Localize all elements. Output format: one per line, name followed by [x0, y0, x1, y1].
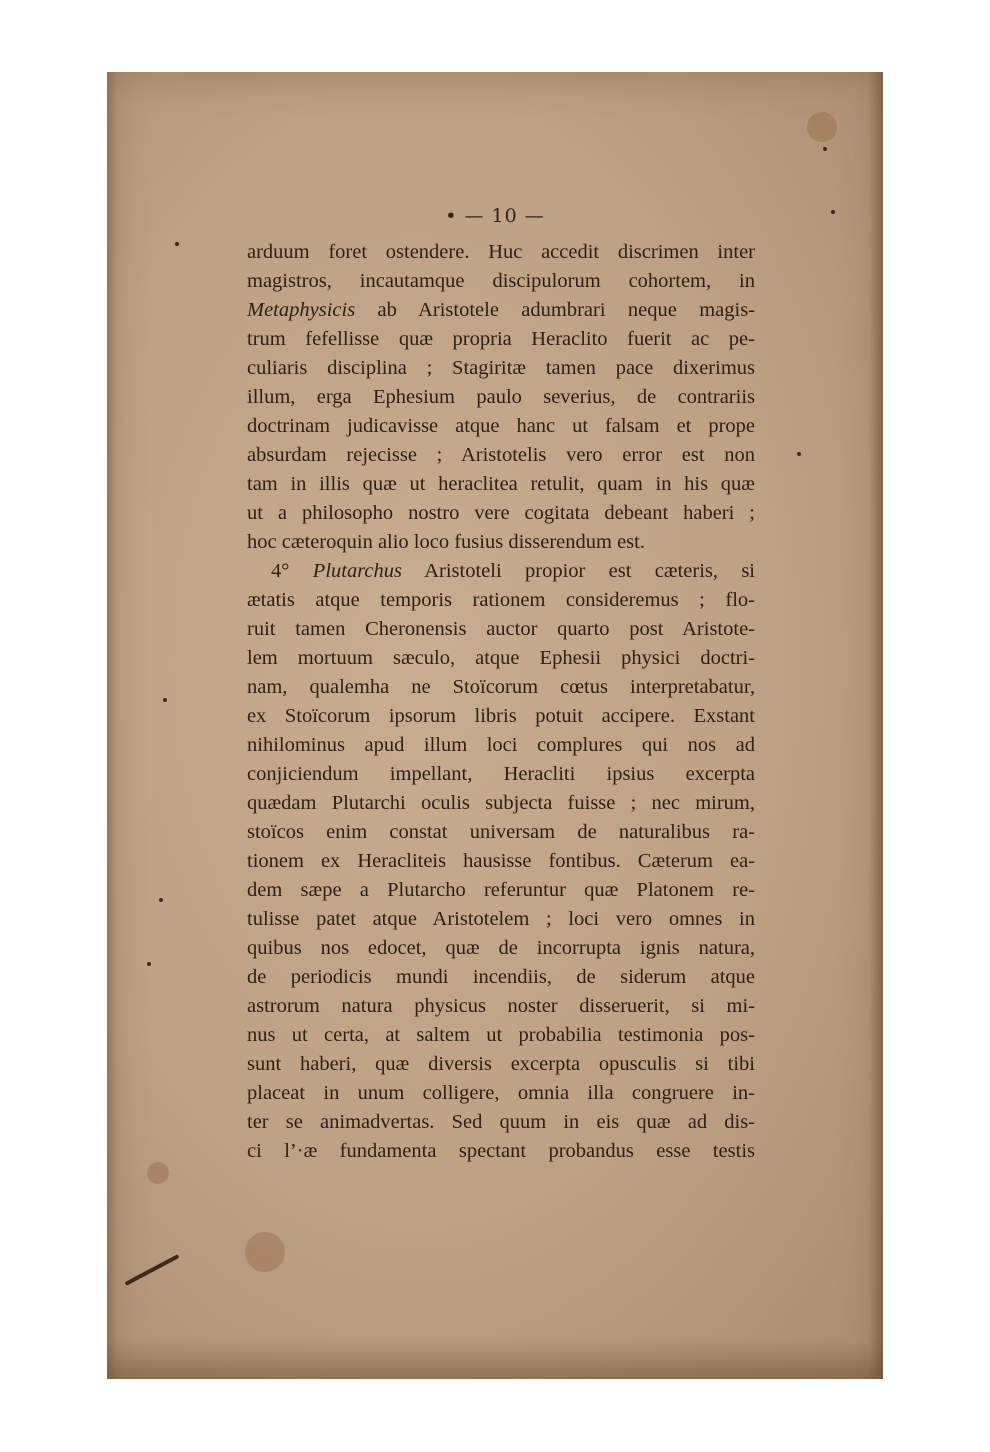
line-text: lem mortuum sæculo, atque Ephesii physici doctri-: [247, 647, 755, 669]
page-edge-shadow-left: [107, 72, 117, 1379]
line-text: sunt haberi, quæ diversis excerpta opusculis si tibi: [247, 1053, 755, 1075]
line-text: ci l’·æ fundamenta spectant probandus esse testis: [247, 1140, 755, 1162]
text-line: [247, 1079, 755, 1108]
text-line: [247, 325, 755, 354]
section-number: 4°: [271, 560, 313, 582]
line-text: ruit tamen Cheronensis auctor quarto post Aristote-: [247, 618, 755, 640]
text-line: [247, 702, 755, 731]
text-line: [247, 876, 755, 905]
line-text: nam, qualemha ne Stoïcorum cœtus interpretabatur,: [247, 676, 755, 698]
text-line: [247, 296, 755, 325]
paper-speck: [797, 452, 801, 456]
paper-speck: [823, 147, 827, 151]
line-text: ut a philosopho nostro vere cogitata debeant haberi ;: [247, 502, 755, 524]
line-text: ab Aristotele adumbrari neque magis-: [355, 299, 755, 321]
text-line: [247, 789, 755, 818]
line-text: ex Stoïcorum ipsorum libris potuit accipere. Exstant: [247, 705, 755, 727]
body-text: [247, 238, 755, 1166]
text-line: [247, 731, 755, 760]
line-text: ætatis atque temporis rationem consideremus ; flo-: [247, 589, 755, 611]
text-line: [247, 354, 755, 383]
text-line: [247, 267, 755, 296]
line-text: stoïcos enim constat universam de naturalibus ra-: [247, 821, 755, 843]
text-line: [247, 1108, 755, 1137]
text-line: [247, 1021, 755, 1050]
text-line: [247, 528, 755, 557]
text-line: [247, 818, 755, 847]
paper-speck: [163, 698, 167, 702]
line-text: quibus nos edocet, quæ de incorrupta ignis natura,: [247, 937, 755, 959]
line-text: Aristoteli propior est cæteris, si: [402, 560, 755, 582]
page-number: • — 10 —: [445, 205, 545, 227]
line-text: tam in illis quæ ut heraclitea retulit, quam in his quæ: [247, 473, 755, 495]
text-line: [247, 847, 755, 876]
line-text: tulisse patet atque Aristotelem ; loci vero omnes in: [247, 908, 755, 930]
italic-title: Plutarchus: [312, 560, 403, 582]
line-text: de periodicis mundi incendiis, de siderum atque: [247, 966, 755, 988]
line-text: ter se animadvertas. Sed quum in eis quæ ad dis-: [247, 1111, 755, 1133]
paper-speck: [175, 242, 179, 246]
text-line: [247, 557, 755, 586]
line-text: culiaris disciplina ; Stagiritæ tamen pace dixerimus: [247, 357, 755, 379]
text-line: [247, 644, 755, 673]
line-text: illum, erga Ephesium paulo severius, de contrariis: [247, 386, 755, 408]
text-line: [247, 905, 755, 934]
paper-stain: [807, 112, 837, 142]
line-text: conjiciendum impellant, Heracliti ipsius excerpta: [247, 763, 755, 785]
paper-stain: [147, 1162, 169, 1184]
text-line: [247, 1137, 755, 1166]
text-line: [247, 412, 755, 441]
line-text: magistros, incautamque discipulorum cohortem, in: [247, 270, 755, 292]
line-text: dem sæpe a Plutarcho referuntur quæ Platonem re-: [247, 879, 755, 901]
text-line: [247, 383, 755, 412]
text-line: [247, 586, 755, 615]
paper-speck: [147, 962, 151, 966]
text-line: [247, 963, 755, 992]
text-line: [247, 673, 755, 702]
text-line: [247, 441, 755, 470]
text-line: [247, 499, 755, 528]
line-text: tionem ex Heracliteis hausisse fontibus. Cæterum ea-: [247, 850, 755, 872]
italic-title: Metaphysicis: [247, 299, 356, 321]
line-text: nihilominus apud illum loci complures qui nos ad: [247, 734, 755, 756]
page-edge-shadow-bottom: [107, 1339, 883, 1379]
text-line: [247, 615, 755, 644]
line-text: nus ut certa, at saltem ut probabilia testimonia pos-: [247, 1024, 755, 1046]
text-line: [247, 992, 755, 1021]
text-line: [247, 238, 755, 267]
line-text: placeat in unum colligere, omnia illa congruere in-: [247, 1082, 755, 1104]
paper-stain: [245, 1232, 285, 1272]
line-text: astrorum natura physicus noster disseruerit, si mi-: [247, 995, 755, 1017]
line-text: quædam Plutarchi oculis subjecta fuisse ; nec mirum,: [247, 792, 755, 814]
line-text: hoc cæteroquin alio loco fusius disserendum est.: [247, 531, 645, 553]
scanned-page: [107, 72, 883, 1379]
paper-speck: [159, 898, 163, 902]
line-text: doctrinam judicavisse atque hanc ut falsam et prope: [247, 415, 755, 437]
line-text: absurdam rejecisse ; Aristotelis vero error est non: [247, 444, 755, 466]
page-edge-shadow-right: [869, 72, 883, 1379]
text-line: [247, 1050, 755, 1079]
line-text: trum fefellisse quæ propria Heraclito fuerit ac pe-: [247, 328, 755, 350]
text-line: [247, 760, 755, 789]
line-text: arduum foret ostendere. Huc accedit discrimen inter: [247, 241, 755, 263]
text-line: [247, 470, 755, 499]
text-line: [247, 934, 755, 963]
